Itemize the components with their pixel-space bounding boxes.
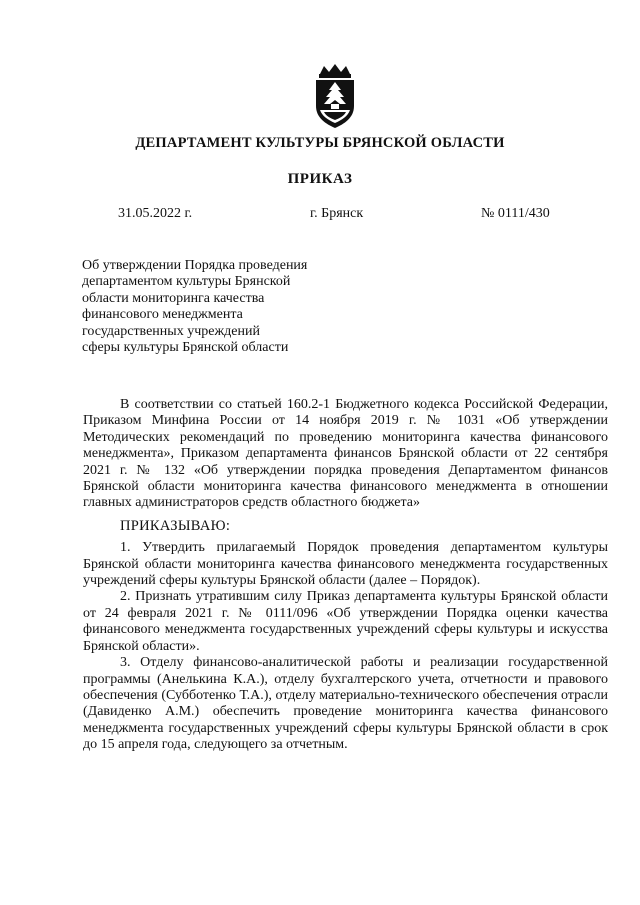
subject-line: государственных учреждений <box>82 323 260 339</box>
order-number: № 0111/430 <box>481 206 550 221</box>
order-item-1: 1. Утвердить прилагаемый Порядок проведения департаментом культуры Брянской области мониторинга качества финансового менеджмента государственных учреждений сферы культуры Брянской области (далее – Порядок). <box>83 540 608 589</box>
order-date: 31.05.2022 г. <box>118 206 193 221</box>
bryansk-coat-of-arms-icon <box>306 64 364 130</box>
subject-line: области мониторинга качества <box>82 290 265 306</box>
order-subject <box>82 258 307 356</box>
order-city: г. Брянск <box>310 206 364 221</box>
order-body <box>83 397 608 754</box>
subject-line: сферы культуры Брянской области <box>82 340 289 356</box>
document-type-title: ПРИКАЗ <box>287 171 353 187</box>
subject-line: Об утверждении Порядка проведения <box>82 258 308 273</box>
order-keyword: ПРИКАЗЫВАЮ: <box>120 517 231 534</box>
preamble-paragraph: В соответствии со статьей 160.2-1 Бюджетного кодекса Российской Федерации, Приказом Минфина России от 14 ноября 2019 г. № 1031 «Об утверждении Методических рекомендаций по проведению мониторинга качества финансового менеджмента», Приказом департамента финансов Брянской области от 22 сентября 2021 г. № 132 «Об утверждении порядка проведения Департаментом финансов Брянской области мониторинга качества финансового менеджмента в отношении главных администраторов средств областного бюджета» <box>83 397 608 511</box>
order-item-3: 3. Отделу финансово-аналитической работы и реализации государственной программы (Анелькина К.А.), отделу бухгалтерского учета, отчетности и правового обеспечения (Субботенко Т.А.), отделу материально-технического обеспечения отрасли (Давиденко А.М.) обеспечить проведение мониторинга качества финансового менеджмента государственных учреждений сферы культуры Брянской области в срок до 15 апреля года, следующего за отчетным. <box>83 655 608 753</box>
order-item-2: 2. Признать утратившим силу Приказ департамента культуры Брянской области от 24 февраля 2021 г. № 0111/096 «Об утверждении Порядка оценки качества финансового менеджмента государственных учреждений сферы культуры и искусства Брянской области». <box>83 589 608 654</box>
subject-line: финансового менеджмента <box>82 307 243 323</box>
department-name: ДЕПАРТАМЕНТ КУЛЬТУРЫ БРЯНСКОЙ ОБЛАСТИ <box>135 135 505 151</box>
subject-line: департаментом культуры Брянской <box>82 274 291 290</box>
